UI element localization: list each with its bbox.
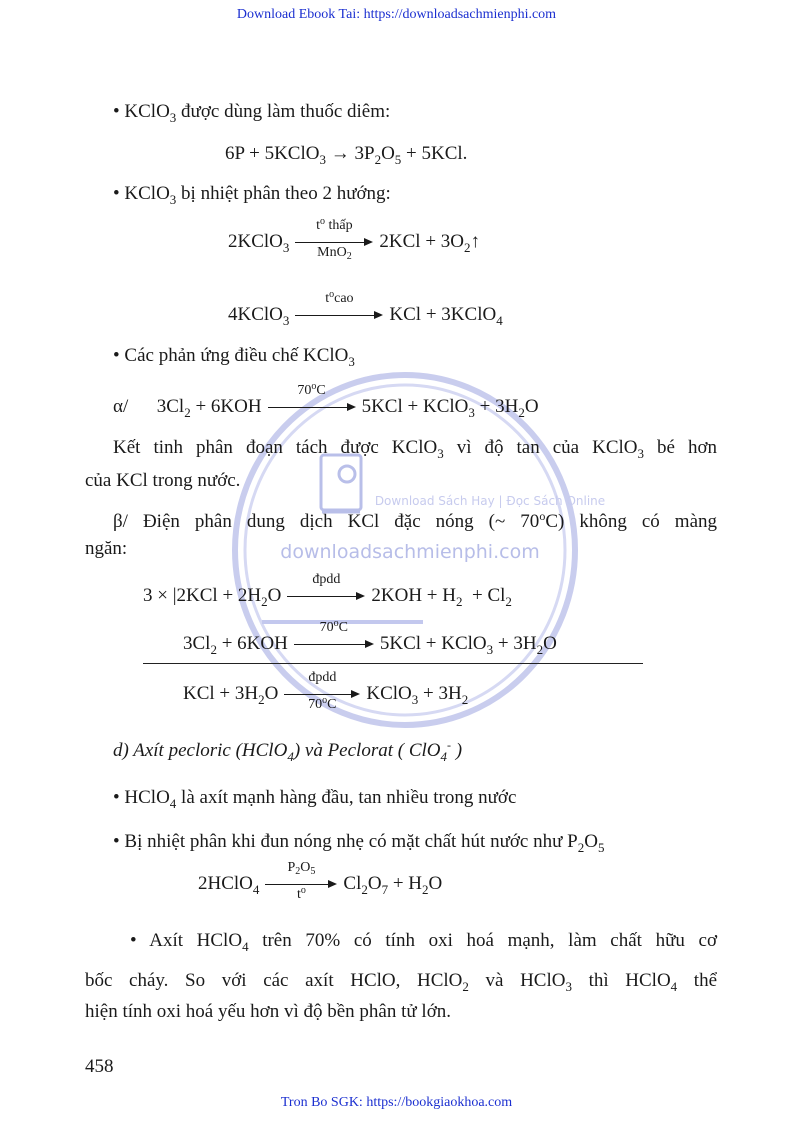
text-run: của KCl trong nước. <box>85 470 241 491</box>
text-run: thấp <box>325 217 353 233</box>
text-run: vì độ tan của KClO <box>443 437 638 458</box>
arrow-condition-above <box>295 215 373 233</box>
subscript: 2 <box>461 692 469 707</box>
arrow-condition-above <box>268 380 356 398</box>
text-run: và HClO <box>468 970 566 991</box>
header-download-link[interactable]: Download Ebook Tai: https://downloadsachmienphi.com <box>236 7 557 22</box>
text-run: O <box>267 585 282 606</box>
arrowhead-icon <box>356 592 365 600</box>
text-run: ngăn: <box>85 538 128 559</box>
subscript: 3 <box>319 152 326 167</box>
subscript: 2 <box>346 250 352 262</box>
subscript: 2 <box>518 405 525 420</box>
subscript: 5 <box>597 840 605 855</box>
text-run: O <box>543 633 557 654</box>
text-run: Kết tinh phân đoạn tách được KClO <box>113 437 438 458</box>
bullet-kclo3-decomposition <box>113 182 391 206</box>
subscript: 4 <box>287 749 294 764</box>
text-run: O <box>264 683 279 704</box>
text-run: 2HClO <box>198 873 253 894</box>
text-run: 2KOH + H <box>371 585 456 606</box>
subscript: 2 <box>536 642 544 657</box>
subscript: 7 <box>381 882 389 897</box>
subscript: 4 <box>169 796 177 811</box>
text-run: ) <box>451 740 463 761</box>
text-run: + 5KCl. <box>401 143 468 164</box>
subscript: 2 <box>455 594 463 609</box>
superscript: o <box>322 694 328 706</box>
text-run: bốc cháy. So với các axít HClO, HClO <box>85 970 463 991</box>
superscript: o <box>333 617 339 629</box>
subscript: 2 <box>210 642 217 657</box>
text-run: 5KCl + KClO <box>361 396 469 417</box>
subscript: 4 <box>252 882 260 897</box>
text-run: O <box>584 831 598 852</box>
subscript: 4 <box>496 313 503 328</box>
text-run: O <box>300 859 311 875</box>
subscript: 3 <box>282 240 290 255</box>
subscript: 4 <box>670 979 678 994</box>
equation-electrolysis <box>143 571 512 609</box>
text-run: 70 <box>297 382 312 398</box>
subscript: 3 <box>468 405 475 420</box>
reaction-arrow <box>265 859 337 902</box>
subscript: 5 <box>310 865 316 877</box>
reaction-arrow <box>295 215 373 262</box>
subscript: 2 <box>464 240 471 255</box>
arrowhead-icon <box>328 880 337 888</box>
text-run: + 3H <box>418 683 462 704</box>
arrow-condition-below <box>265 884 337 902</box>
text-run: O <box>381 143 395 164</box>
equation-hclo4-dehydration <box>198 859 443 902</box>
text-run: • KClO <box>113 101 170 122</box>
text-run: C <box>316 382 326 398</box>
subscript: 2 <box>295 865 301 877</box>
subscript: 2 <box>374 152 382 167</box>
text-run: O <box>524 396 539 417</box>
paragraph-oxidizing-compare <box>85 969 717 993</box>
paragraph-crystallization <box>113 436 717 460</box>
subscript: 4 <box>242 939 249 954</box>
reaction-arrow <box>294 617 374 657</box>
text-run: KCl + 3KClO <box>389 304 497 325</box>
paragraph-beta-cont <box>85 537 127 561</box>
text-run: ) và Peclorat ( ClO <box>293 740 441 761</box>
text-run: MnO <box>317 244 347 260</box>
superscript: o <box>300 884 306 896</box>
equation-decomp-low-temp <box>228 215 481 262</box>
text-run: là axít mạnh hàng đầu, tan nhiều trong nước <box>176 787 517 808</box>
text-run: 5KCl + KClO <box>379 633 487 654</box>
reaction-arrow <box>287 571 365 609</box>
arrow-shaft <box>268 407 349 408</box>
equation-chlorine-koh <box>183 617 557 657</box>
text-run: t <box>316 217 321 233</box>
arrow-shaft <box>294 644 367 645</box>
text-run: C) không có màng <box>545 511 718 532</box>
arrow-shaft <box>284 694 353 695</box>
text-run: 2KCl + 3O <box>379 231 465 252</box>
bullet-kclo3-preparation <box>113 344 355 368</box>
bullet-hclo4-decomposition <box>113 830 604 854</box>
text-run: + H <box>388 873 423 894</box>
text-run: ↑ <box>470 231 481 252</box>
arrow-condition-above <box>287 573 365 587</box>
subscript: 2 <box>361 882 368 897</box>
arrowhead-icon <box>365 640 374 648</box>
text-run: β/ Điện phân dung dịch KCl đặc nóng (~ 70 <box>113 511 540 532</box>
footer-sgk-link[interactable]: Tron Bo SGK: https://bookgiaokhoa.com <box>280 1095 513 1110</box>
paragraph-crystallization-cont <box>85 469 240 493</box>
superscript: o <box>329 288 335 300</box>
text-run: • Axít HClO <box>130 930 243 951</box>
text-run: 2KClO <box>228 231 283 252</box>
arrowhead-icon <box>364 238 373 246</box>
text-run: t <box>296 886 301 902</box>
text-run: thể <box>677 970 718 991</box>
text-run: KCl + 3H <box>183 683 259 704</box>
equation-sum <box>183 669 469 712</box>
subscript: 2 <box>184 405 191 420</box>
subscript: 3 <box>565 979 572 994</box>
equation-alpha <box>113 380 539 420</box>
subscript: 2 <box>261 594 268 609</box>
arrow-condition-above <box>294 617 374 635</box>
page-number: 458 <box>85 1056 114 1077</box>
text-run: + 6KOH <box>216 633 288 654</box>
text-run: d) Axít pecloric (HClO <box>113 740 288 761</box>
bullet-hclo4-oxidizing <box>130 929 717 953</box>
subscript: 2 <box>422 882 429 897</box>
text-run: C <box>338 619 349 635</box>
text-run: + 6KOH <box>190 396 262 417</box>
text-run: Cl <box>343 873 362 894</box>
text-run: thì HClO <box>571 970 671 991</box>
text-run: 70 <box>308 696 323 712</box>
bullet-kclo3-usage <box>113 100 390 124</box>
subscript: 3 <box>411 692 419 707</box>
subscript: 3 <box>486 642 494 657</box>
arrow-condition-below <box>284 694 360 712</box>
superscript: - <box>447 738 451 752</box>
equation-decomp-high-temp <box>228 288 503 328</box>
text-run: C <box>327 696 337 712</box>
arrow-condition-above <box>265 861 337 875</box>
superscript: o <box>320 215 326 227</box>
reaction-arrow <box>268 380 356 420</box>
text-run: 4KClO <box>228 304 283 325</box>
text-run: bị nhiệt phân theo 2 hướng: <box>176 183 391 204</box>
text-run: 70 <box>319 619 334 635</box>
notebook-at-icon <box>321 455 361 512</box>
reaction-arrow <box>295 288 383 328</box>
arrowhead-icon <box>347 403 356 411</box>
text-run: KClO <box>366 683 412 704</box>
bullet-hclo4-strong-acid <box>113 786 516 810</box>
subscript: 3 <box>169 110 177 125</box>
text-run: + 3H <box>493 633 537 654</box>
equation-sum-rule <box>143 663 643 664</box>
text-run: 3Cl <box>183 633 211 654</box>
subscript: 3 <box>437 446 444 461</box>
text-run: α/ 3Cl <box>113 396 185 417</box>
superscript: o <box>311 380 317 392</box>
reaction-arrow <box>284 669 360 712</box>
text-run: đpdd <box>308 669 337 685</box>
subscript: 2 <box>258 692 265 707</box>
text-run: → 3P <box>325 143 375 164</box>
text-run: được dùng làm thuốc diêm: <box>176 101 391 122</box>
text-run: bé hơn <box>644 437 717 458</box>
watermark-site: downloadsachmienphi.com <box>280 541 540 563</box>
arrow-condition-above <box>284 671 360 685</box>
paragraph-beta <box>113 510 717 534</box>
text-run: + Cl <box>462 585 506 606</box>
section-heading-perchloric <box>113 739 462 763</box>
text-run: cao <box>334 290 354 306</box>
text-run: • KClO <box>113 183 170 204</box>
text-run: 6P + 5KClO <box>225 143 320 164</box>
text-run: đpdd <box>312 571 341 587</box>
subscript: 2 <box>577 840 585 855</box>
subscript: 5 <box>394 152 402 167</box>
arrowhead-icon <box>351 690 360 698</box>
text-run: O <box>428 873 443 894</box>
arrow-condition-below <box>295 246 373 260</box>
subscript: 3 <box>348 354 355 369</box>
text-run: t <box>325 290 330 306</box>
arrowhead-icon <box>374 311 383 319</box>
subscript: 2 <box>462 979 469 994</box>
subscript: 2 <box>505 594 512 609</box>
arrow-shaft <box>265 884 330 885</box>
arrow-shaft <box>287 596 358 597</box>
text-run: trên 70% có tính oxi hoá mạnh, làm chất hữu cơ <box>248 930 718 951</box>
text-run: • Các phản ứng điều chế KClO <box>113 345 349 366</box>
subscript: 3 <box>282 313 290 328</box>
text-run: • HClO <box>113 787 170 808</box>
text-run: hiện tính oxi hoá yếu hơn vì độ bền phân tử lớn. <box>85 1001 452 1022</box>
text-run: • Bị nhiệt phân khi đun nóng nhẹ có mặt chất hút nước như P <box>113 831 578 852</box>
subscript: 3 <box>637 446 644 461</box>
text-run: 3 × |2KCl + 2H <box>143 585 262 606</box>
superscript: o <box>539 509 546 523</box>
paragraph-oxidizing-cont <box>85 1000 451 1024</box>
subscript: 4 <box>440 749 447 764</box>
equation-match <box>225 142 467 166</box>
arrow-shaft <box>295 242 366 243</box>
subscript: 3 <box>169 192 177 207</box>
arrow-condition-above <box>295 288 383 306</box>
text-run: P <box>287 859 296 875</box>
watermark-tagline: Download Sách Hay | Đọc Sách Online <box>374 494 606 508</box>
text-run: O <box>367 873 382 894</box>
arrow-shaft <box>295 315 376 316</box>
text-run: + 3H <box>474 396 519 417</box>
